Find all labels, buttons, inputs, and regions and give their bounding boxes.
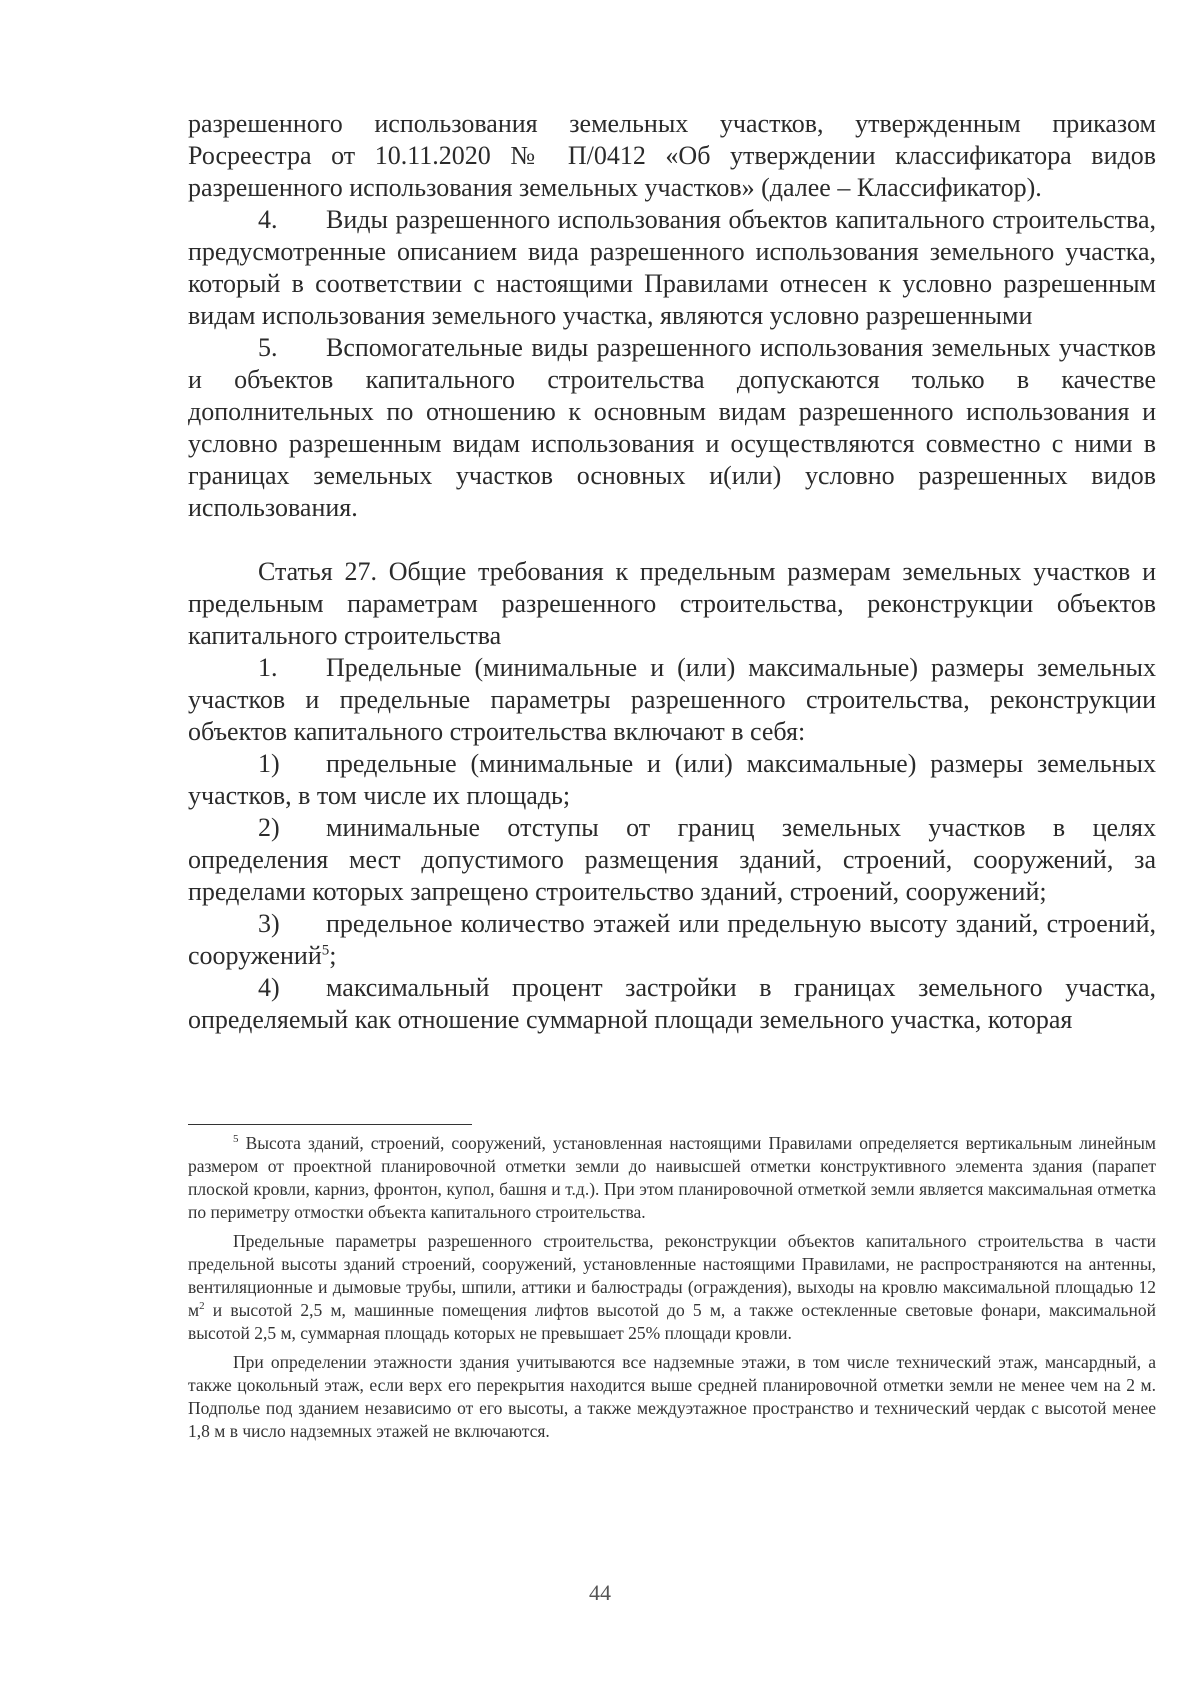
- footnote-paragraph-3: При определении этажности здания учитываются все надземные этажи, в том числе технический этаж, мансардный, а также цокольный этаж, если верх его перекрытия находится выше средней планировочной отметки земли не менее чем на 2 м. Подполье под зданием независимо от его высоты, а также междуэтажное пространство и технический чердак с высотой менее 1,8 м в число надземных этажей не включаются.: [188, 1352, 1156, 1441]
- subitem-2: [188, 812, 1156, 908]
- subitem-text: предельное количество этажей или предельную высоту зданий, строений, сооружений: [188, 909, 1156, 970]
- footnote-text: Предельные параметры разрешенного строительства, реконструкции объектов капитального строительства в части предельной высоты зданий строений, сооружений, установленные настоящими Правилами, не распространяются на антенны, вентиляционные и дымовые трубы, шпили, аттики и балюстрады (ограждения), выходы на кровлю максимальной площадью 12 м: [188, 1231, 1156, 1320]
- main-text: [188, 108, 1156, 1036]
- item-text: Вспомогательные виды разрешенного использования земельных участков и объектов капитального строительства допускаются только в качестве дополнительных по отношению к основным видам разрешенного использования и условно разрешенным видам использования и осуществляются совместно с ними в границах земельных участков основных и(или) условно разрешенных видов использования.: [188, 333, 1156, 522]
- footnote-text: и высотой 2,5 м, машинные помещения лифтов высотой до 5 м, а также остекленные световые фонари, максимальной высотой 2,5 м, суммарная площадь которых не превышает 25% площади кровли.: [188, 1300, 1156, 1343]
- subitem-number: 2): [258, 813, 280, 842]
- article-27-heading: Статья 27. Общие требования к предельным размерам земельных участков и предельным параметрам разрешенного строительства, реконструкции объектов капитального строительства: [188, 557, 1156, 650]
- paragraph-article-item-1: [188, 652, 1156, 748]
- subitem-number: 1): [258, 749, 280, 778]
- subitem-number: 4): [258, 973, 280, 1002]
- page-number: 44: [589, 1580, 611, 1605]
- subitem-text: минимальные отступы от границ земельных участков в целях определения мест допустимого размещения зданий, строений, сооружений, за пределами которых запрещено строительство зданий, строений, сооружений;: [188, 813, 1156, 906]
- paragraph-item-4: [188, 204, 1156, 332]
- superscript-two: 2: [199, 1300, 205, 1313]
- subitem-number: 3): [258, 909, 280, 938]
- footnote-reference[interactable]: 5: [321, 942, 330, 959]
- subitem-tail: ;: [329, 941, 337, 970]
- subitem-text: максимальный процент застройки в границах земельного участка, определяемый как отношение суммарной площади земельного участка, которая: [188, 973, 1156, 1034]
- footnotes: [188, 1132, 1156, 1449]
- paragraph-item-5: [188, 332, 1156, 524]
- footnote-paragraph-1: [188, 1132, 1156, 1224]
- item-number: 1.: [258, 653, 278, 682]
- subitem-1: [188, 748, 1156, 812]
- item-number: 5.: [258, 333, 278, 362]
- item-text: Предельные (минимальные и (или) максимальные) размеры земельных участков и предельные параметры разрешенного строительства, реконструкции объектов капитального строительства включают в себя:: [188, 653, 1156, 746]
- paragraph-intro: разрешенного использования земельных участков, утвержденным приказом Росреестра от 10.11.2020 № П/0412 «Об утверждении классификатора видов разрешенного использования земельных участков» (далее – Классификатор).: [188, 109, 1156, 202]
- footnote-paragraph-2: [188, 1230, 1156, 1345]
- item-number: 4.: [258, 205, 278, 234]
- footnote-text: Высота зданий, строений, сооружений, установленная настоящими Правилами определяется вертикальным линейным размером от проектной планировочной отметки земли до наивысшей отметки конструктивного элемента здания (парапет плоской кровли, карниз, фронтон, купол, башня и т.д.). При этом планировочной отметкой земли является максимальная отметка по периметру отмостки объекта капитального строительства.: [188, 1133, 1156, 1222]
- footnote-number: 5: [233, 1133, 239, 1146]
- footnote-divider: [188, 1124, 472, 1125]
- subitem-text: предельные (минимальные и (или) максимальные) размеры земельных участков, в том числе их площадь;: [188, 749, 1156, 810]
- subitem-3: [188, 908, 1156, 972]
- subitem-4: [188, 972, 1156, 1036]
- item-text: Виды разрешенного использования объектов капитального строительства, предусмотренные описанием вида разрешенного использования земельного участка, который в соответствии с настоящими Правилами отнесен к условно разрешенным видам использования земельного участка, являются условно разрешенными: [188, 205, 1156, 330]
